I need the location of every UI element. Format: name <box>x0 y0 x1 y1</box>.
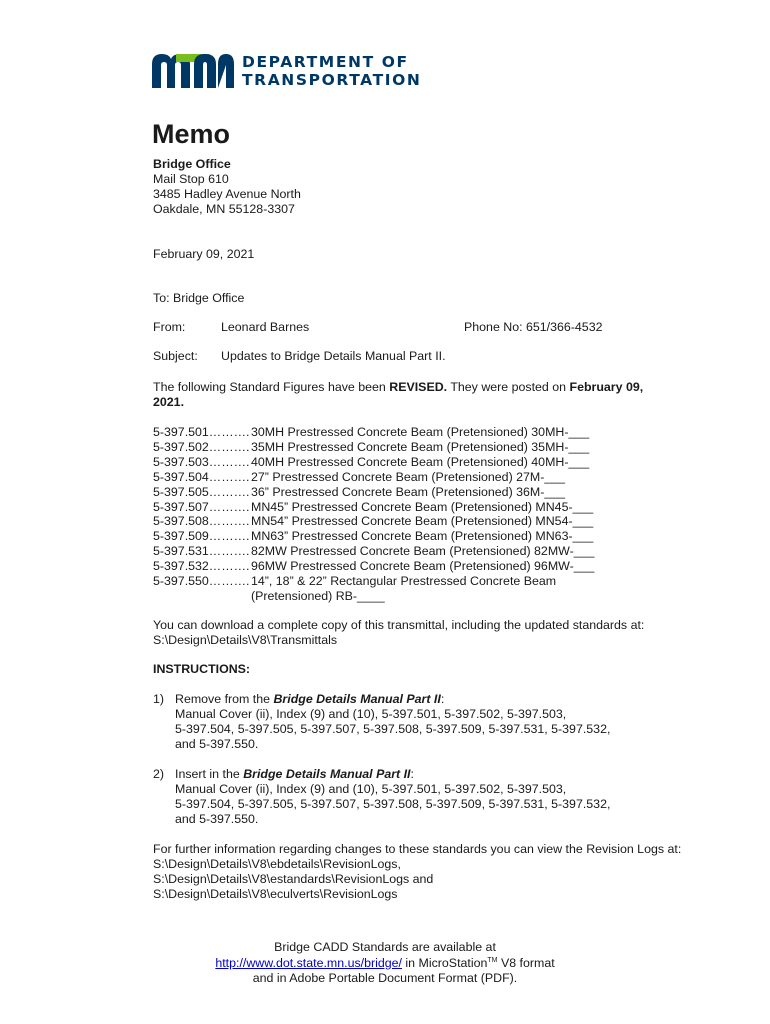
standard-description: MN45” Prestressed Concrete Beam (Pretensioned) MN45-___ <box>251 499 594 514</box>
standard-number: 5-397.507………. <box>153 499 250 514</box>
intro-year: 2021. <box>153 395 185 409</box>
standard-description: 30MH Prestressed Concrete Beam (Pretensioned) 30MH-___ <box>251 425 590 439</box>
standard-number: 5-397.503………. <box>153 454 250 469</box>
standard-row <box>153 425 611 440</box>
standard-description: 82MW Prestressed Concrete Beam (Pretensioned) 82MW-___ <box>251 544 595 559</box>
footer-line-3: and in Adobe Portable Document Format (PDF). <box>252 971 518 985</box>
intro-text-2: They were posted on <box>447 380 570 394</box>
standard-row <box>153 470 611 485</box>
standard-number: 5-397.505………. <box>153 484 250 499</box>
office-name: Bridge Office <box>153 157 231 171</box>
standard-description: 14”, 18” & 22” Rectangular Prestressed Concrete Beam (Pretensioned) RB-____ <box>251 574 557 603</box>
download-text: You can download a complete copy of this transmittal, including the updated standards at: <box>153 618 645 632</box>
standard-number: 5-397.504………. <box>153 469 250 484</box>
mn-logo-icon <box>152 52 234 88</box>
standard-number: 5-397.550………. <box>153 574 250 589</box>
instruction-2-number: 2) <box>153 767 165 781</box>
standard-row <box>153 440 611 455</box>
from-value: Leonard Barnes <box>221 320 310 334</box>
revision-log-path-3: S:\Design\Details\V8\eculverts\RevisionLogs <box>153 887 398 901</box>
intro-revised: REVISED. <box>389 380 448 394</box>
standard-row <box>153 529 611 544</box>
standard-row <box>153 500 611 515</box>
instruction-1-lead: Remove from the <box>175 692 274 706</box>
office-address <box>153 157 301 217</box>
footer-line-2 <box>0 956 770 972</box>
phone-number: Phone No: 651/366-4532 <box>464 320 603 334</box>
street-address: 3485 Hadley Avenue North <box>153 187 301 201</box>
logo-line-2: TRANSPORTATION <box>242 71 422 89</box>
memo-title: Memo <box>152 119 231 149</box>
standard-row <box>153 455 611 470</box>
instructions-heading: INSTRUCTIONS: <box>153 662 251 676</box>
standard-number: 5-397.502………. <box>153 439 250 454</box>
logo-line-1: DEPARTMENT OF <box>242 53 409 71</box>
download-path: S:\Design\Details\V8\Transmittals <box>153 633 338 647</box>
instruction-1-body <box>175 692 610 752</box>
bridge-website-link[interactable]: http://www.dot.state.mn.us/bridge/ <box>215 955 402 970</box>
instruction-2-manual: Bridge Details Manual Part II <box>243 767 411 781</box>
instruction-2-line-3: 5-397.504, 5-397.505, 5-397.507, 5-397.508, 5-397.509, 5-397.531, 5-397.532, <box>175 797 611 811</box>
standard-number: 5-397.501………. <box>153 425 250 439</box>
mndot-logo <box>152 52 432 92</box>
memo-date: February 09, 2021 <box>153 247 255 261</box>
standard-description: MN63” Prestressed Concrete Beam (Pretensioned) MN63-___ <box>251 529 594 544</box>
instruction-2-line-4: and 5-397.550. <box>175 812 259 826</box>
from-label: From: <box>153 320 186 334</box>
standard-description: 35MH Prestressed Concrete Beam (Pretensioned) 35MH-___ <box>251 439 590 454</box>
intro-text-1: The following Standard Figures have been <box>153 380 390 394</box>
instruction-2-line-2: Manual Cover (ii), Index (9) and (10), 5-397.501, 5-397.502, 5-397.503, <box>175 782 567 796</box>
city-state-zip: Oakdale, MN 55128-3307 <box>153 202 295 216</box>
memo-to: To: Bridge Office <box>153 291 245 305</box>
instruction-2-lead: Insert in the <box>175 767 244 781</box>
instruction-1-colon: : <box>440 692 445 706</box>
standard-row <box>153 514 611 529</box>
instruction-2-colon: : <box>410 767 414 781</box>
footer <box>0 940 770 987</box>
subject-label: Subject: <box>153 349 198 363</box>
subject-value: Updates to Bridge Details Manual Part II. <box>221 349 446 363</box>
footer-microstation: in MicroStation <box>401 955 488 970</box>
standard-row <box>153 559 611 574</box>
standard-row <box>153 544 611 559</box>
revision-log-path-2: S:\Design\Details\V8\estandards\RevisionLogs and <box>153 872 434 886</box>
revision-log-path-1: S:\Design\Details\V8\ebdetails\RevisionLogs, <box>153 857 401 871</box>
standard-description: MN54” Prestressed Concrete Beam (Pretensioned) MN54-___ <box>251 514 594 529</box>
standard-description: 96MW Prestressed Concrete Beam (Pretensioned) 96MW-___ <box>251 559 595 574</box>
footer-format: V8 format <box>497 955 555 970</box>
standard-row <box>153 485 611 500</box>
intro-post-date: February 09, <box>569 380 644 394</box>
standard-number: 5-397.508………. <box>153 514 250 529</box>
instruction-1-manual: Bridge Details Manual Part II <box>273 692 441 706</box>
instruction-1-line-4: and 5-397.550. <box>175 737 259 751</box>
standard-description: 40MH Prestressed Concrete Beam (Pretensioned) 40MH-___ <box>251 454 590 469</box>
standard-description: 36” Prestressed Concrete Beam (Pretensioned) 36M-___ <box>251 484 566 499</box>
further-info-text: For further information regarding changes to these standards you can view the Revision Logs at: <box>153 842 682 856</box>
footer-line-1: Bridge CADD Standards are available at <box>274 940 496 954</box>
standard-description: 27” Prestressed Concrete Beam (Pretensioned) 27M-___ <box>251 469 566 484</box>
instruction-1-line-3: 5-397.504, 5-397.505, 5-397.507, 5-397.508, 5-397.509, 5-397.531, 5-397.532, <box>175 722 611 736</box>
standards-list <box>153 425 611 604</box>
logo-wordmark <box>242 53 421 89</box>
standard-number: 5-397.509………. <box>153 529 250 544</box>
trademark-symbol: TM <box>487 956 498 964</box>
instruction-1-number: 1) <box>153 692 165 706</box>
intro-line-1 <box>153 380 643 395</box>
mail-stop: Mail Stop 610 <box>153 172 229 186</box>
standard-number: 5-397.531………. <box>153 544 250 559</box>
instruction-1-line-2: Manual Cover (ii), Index (9) and (10), 5-397.501, 5-397.502, 5-397.503, <box>175 707 567 721</box>
standard-number: 5-397.532………. <box>153 559 250 574</box>
instruction-2-body <box>175 767 610 827</box>
standard-row <box>153 574 611 604</box>
